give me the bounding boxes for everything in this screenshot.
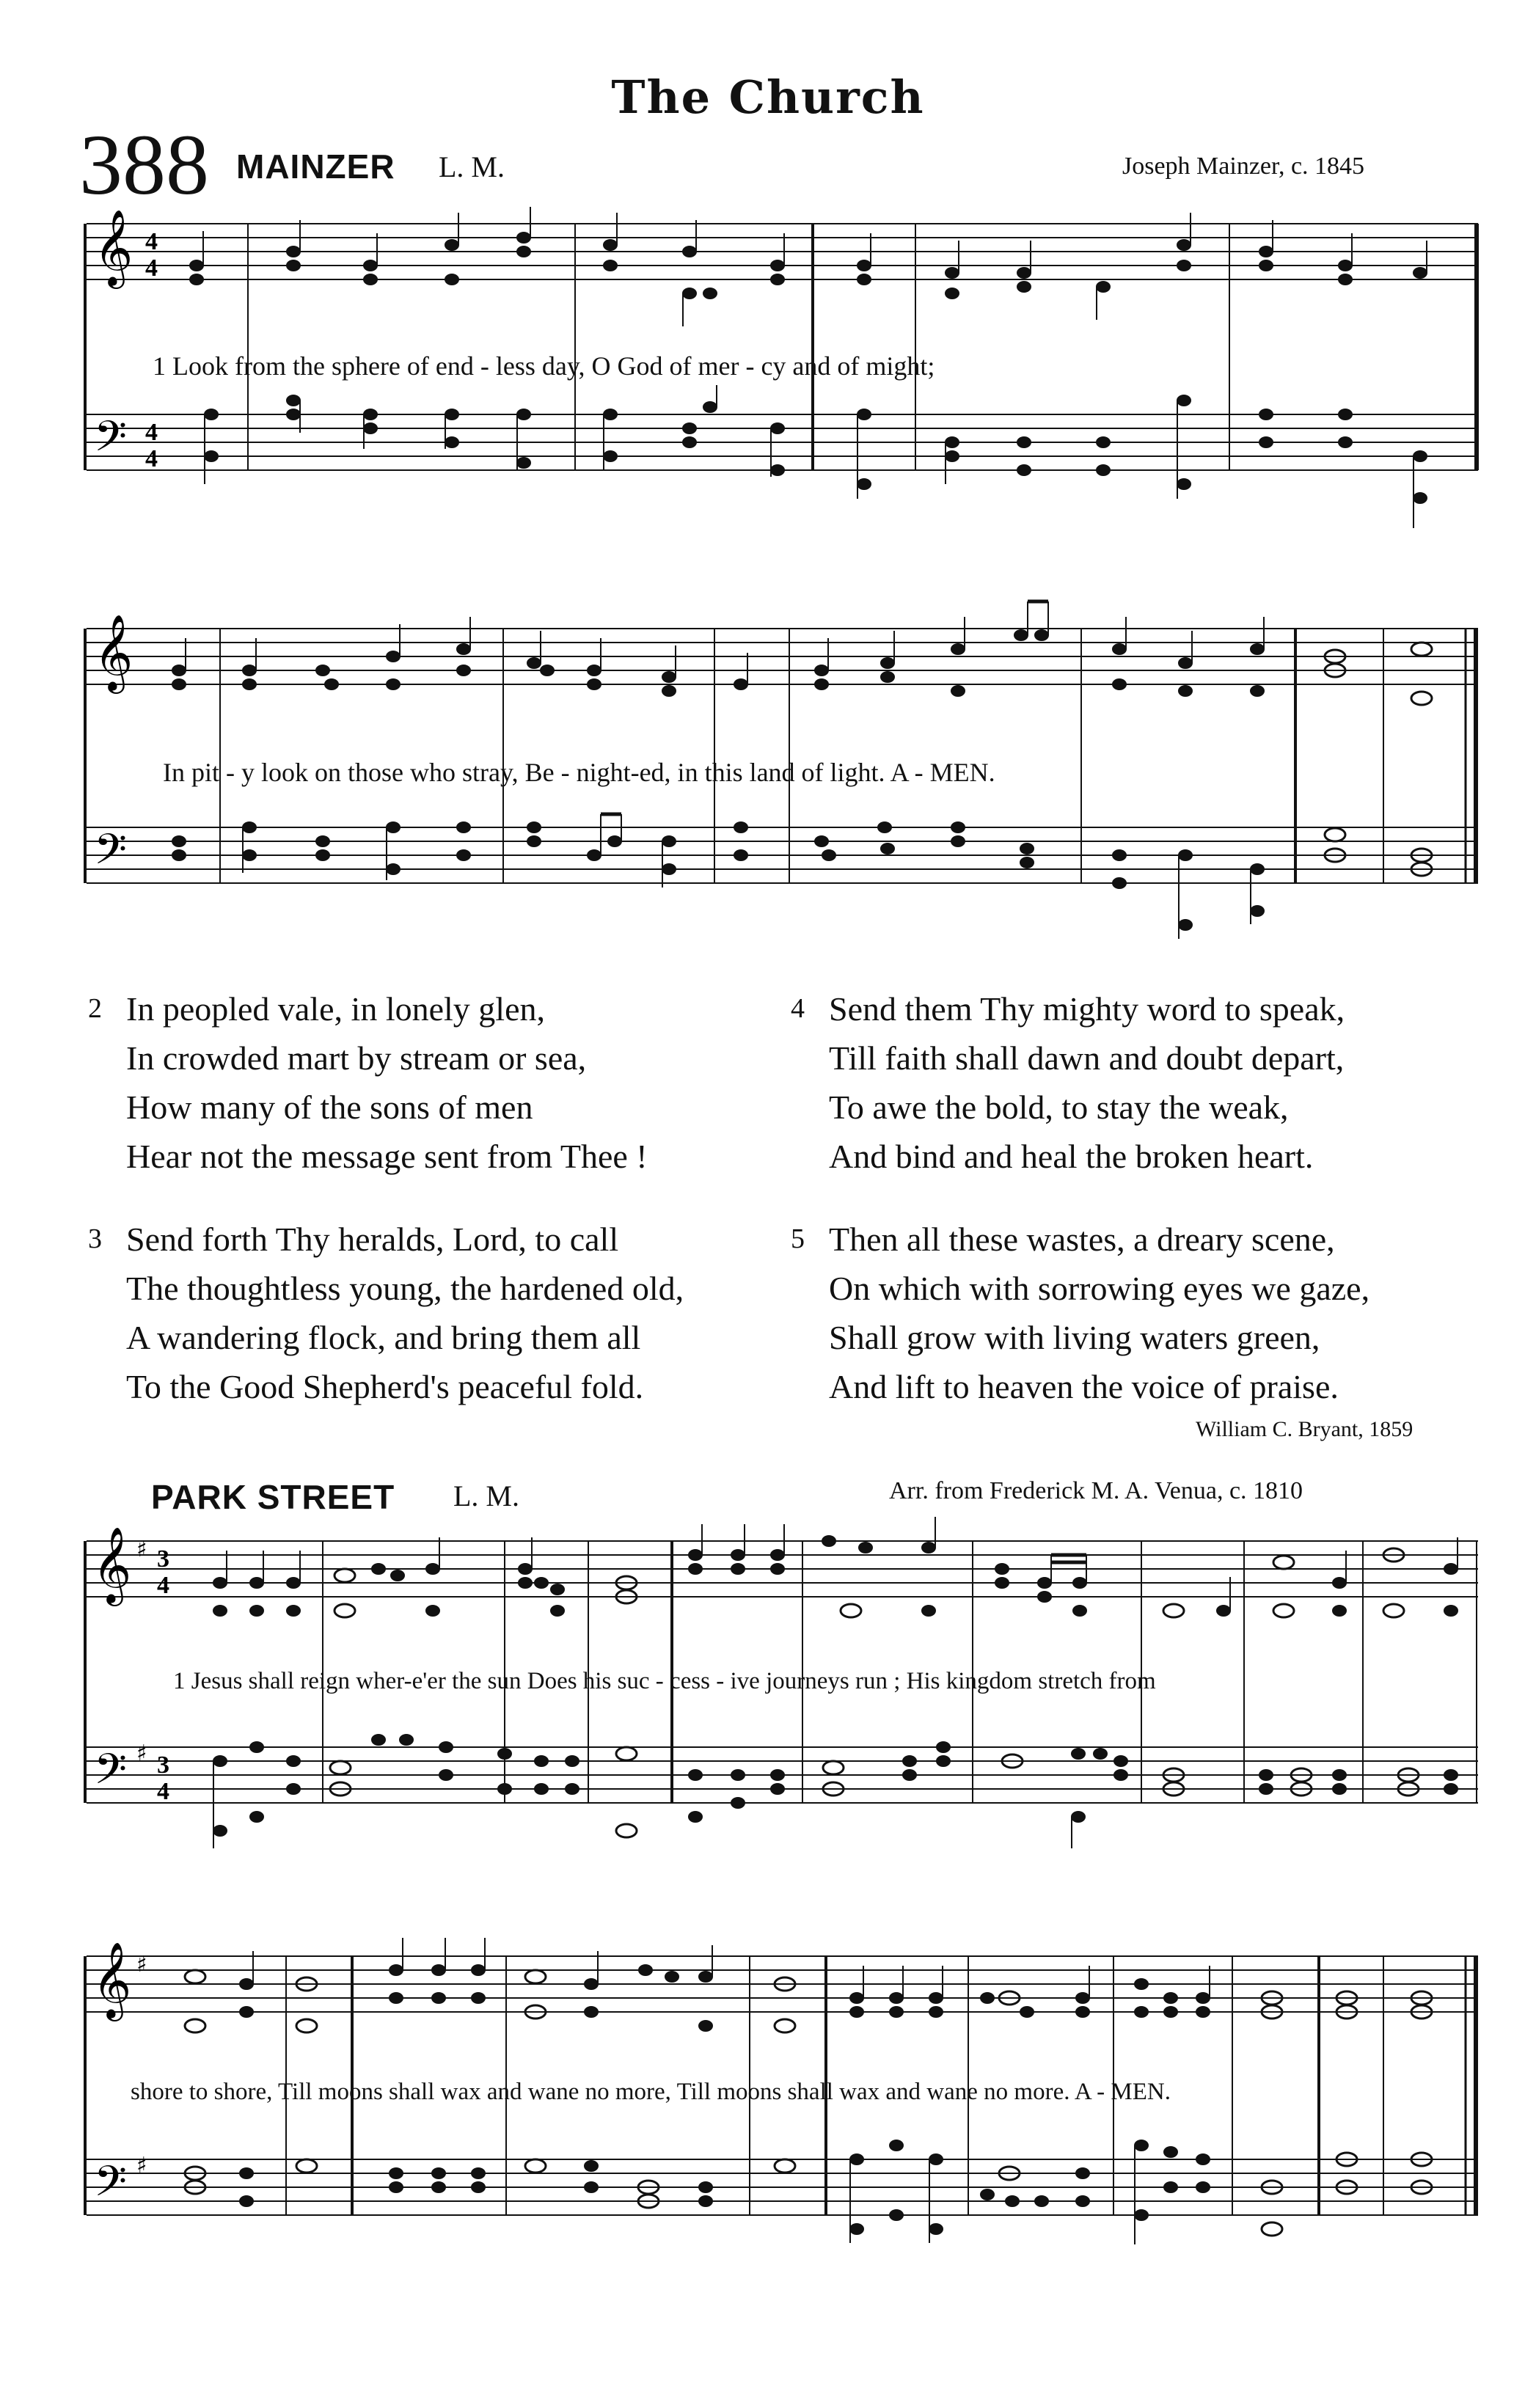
hymn-number: 388 xyxy=(79,117,209,213)
svg-text:4: 4 xyxy=(145,445,158,472)
svg-text:𝄞: 𝄞 xyxy=(92,1526,132,1603)
svg-text:4: 4 xyxy=(157,1572,169,1599)
author-credit: William C. Bryant, 1859 xyxy=(1196,1417,1414,1441)
stanza-line: And lift to heaven the voice of praise. xyxy=(829,1368,1339,1405)
svg-text:𝄢: 𝄢 xyxy=(94,824,128,885)
tune-meter-mainzer: L. M. xyxy=(439,150,505,183)
stanza-line: To awe the bold, to stay the weak, xyxy=(829,1088,1289,1126)
svg-text:𝄞: 𝄞 xyxy=(94,614,134,691)
stanza-number: 5 xyxy=(791,1223,805,1254)
page-title: The Church xyxy=(611,70,925,124)
lyrics-line-1-park-street: 1 Jesus shall reign wher-e'er the sun Does his suc - cess - ive journeys run ; His kingdom stretch from xyxy=(173,1668,1156,1694)
stanza-line: In peopled vale, in lonely glen, xyxy=(126,990,546,1028)
tune-name-mainzer: MAINZER xyxy=(236,147,395,186)
svg-text:3: 3 xyxy=(157,1752,169,1779)
stanza-line: Hear not the message sent from Thee ! xyxy=(126,1138,648,1175)
svg-text:𝄢: 𝄢 xyxy=(94,411,128,472)
tune-name-park-street: PARK STREET xyxy=(151,1478,395,1516)
stanza-line: In crowded mart by stream or sea, xyxy=(126,1039,587,1077)
lyrics-line-2-mainzer: In pit - y look on those who stray, Be - night-ed, in this land of light. A - MEN. xyxy=(163,758,995,787)
stanza-line: Till faith shall dawn and doubt depart, xyxy=(829,1039,1345,1077)
svg-text:♯: ♯ xyxy=(136,2153,147,2178)
lyrics-line-2-park-street: shore to shore, Till moons shall wax and wane no more, Till moons shall wax and wane no more. A - MEN. xyxy=(131,2079,1171,2105)
stanza-line: On which with sorrowing eyes we gaze, xyxy=(829,1270,1370,1307)
svg-text:𝄞: 𝄞 xyxy=(92,1942,132,2019)
stanza-line: Send them Thy mighty word to speak, xyxy=(829,990,1345,1028)
stanza-number: 3 xyxy=(88,1223,102,1254)
stanza-number: 2 xyxy=(88,993,102,1024)
stanza-line: And bind and heal the broken heart. xyxy=(829,1138,1314,1175)
svg-text:♯: ♯ xyxy=(136,1741,147,1766)
stanza-line: A wandering flock, and bring them all xyxy=(126,1319,641,1356)
svg-text:♯: ♯ xyxy=(136,1952,147,1977)
stanza-line: Then all these wastes, a dreary scene, xyxy=(829,1221,1335,1258)
stanza-line: Send forth Thy heralds, Lord, to call xyxy=(126,1221,619,1258)
svg-text:𝄢: 𝄢 xyxy=(94,1744,128,1804)
svg-text:4: 4 xyxy=(157,1778,169,1805)
stanza-line: Shall grow with living waters green, xyxy=(829,1319,1320,1356)
stanza-line: How many of the sons of men xyxy=(126,1088,533,1126)
svg-text:4: 4 xyxy=(145,228,158,255)
stanza-line: To the Good Shepherd's peaceful fold. xyxy=(126,1368,644,1405)
stanza-line: The thoughtless young, the hardened old, xyxy=(126,1270,684,1307)
svg-text:4: 4 xyxy=(145,255,158,282)
lyrics-line-1-mainzer: 1 Look from the sphere of end - less day, O God of mer - cy and of might; xyxy=(153,351,935,381)
svg-text:𝄢: 𝄢 xyxy=(94,2156,128,2217)
svg-text:3: 3 xyxy=(157,1545,169,1573)
svg-text:4: 4 xyxy=(145,419,158,446)
svg-text:𝄞: 𝄞 xyxy=(94,209,134,286)
composer-credit-park-street: Arr. from Frederick M. A. Venua, c. 1810 xyxy=(889,1477,1303,1504)
tune-meter-park-street: L. M. xyxy=(453,1479,519,1512)
composer-credit-mainzer: Joseph Mainzer, c. 1845 xyxy=(1122,153,1365,180)
svg-text:♯: ♯ xyxy=(136,1537,147,1562)
stanza-number: 4 xyxy=(791,993,805,1024)
